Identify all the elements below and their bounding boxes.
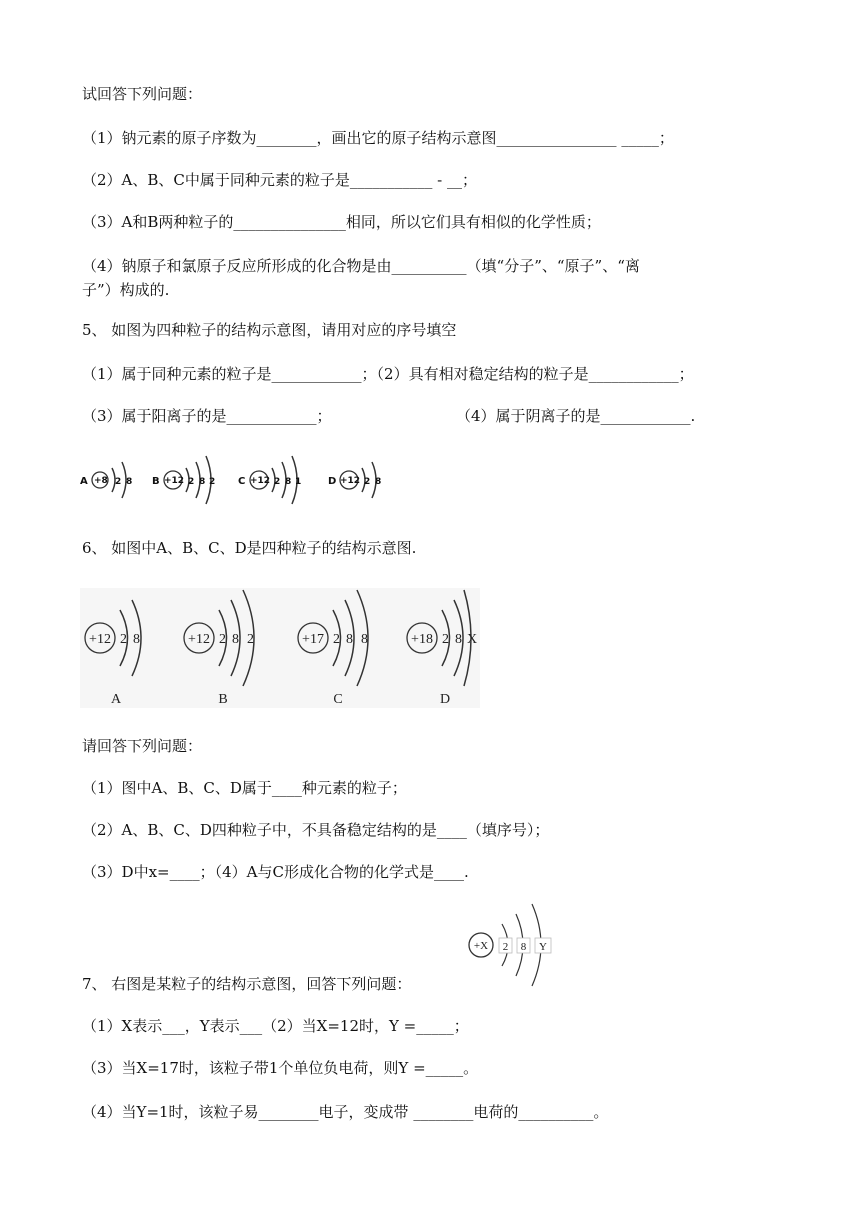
q5-diagram-b-letter: B [152,476,160,487]
q6-diagram-b-letter: B [218,692,228,707]
q6-diagram-c-shell-1: 2 [333,632,340,647]
q4-part3: （3）A和B两种粒子的_______________相同，所以它们具有相似的化学性质； [82,213,601,231]
q6-diagram-b-nucleus: +12 [188,632,210,647]
q5-diagram-d-nucleus: +12 [340,476,361,486]
q5-diagram-d-letter: D [328,476,337,487]
q5-diagram-b-nucleus: +12 [164,476,185,486]
q5-diagram-c-letter: C [238,476,246,487]
q4-part2: （2）A、B、C中属于同种元素的粒子是___________ - __； [82,171,477,189]
q7-diagram-shell-1: 2 [502,941,509,953]
q5-diagram-c-nucleus: +12 [250,476,271,486]
q7-diagram-nucleus: +X [473,940,489,952]
q6-diagram-a [85,600,141,707]
q6-diagram-c-letter: C [333,692,343,707]
q5-diagram-a [80,462,132,498]
q7-diagram-shell-3: Y [539,941,547,953]
q7-title: 7、 右图是某粒子的结构示意图，回答下列问题： [82,975,412,993]
q4-intro: 试回答下列问题： [82,85,203,103]
q6-diagram-c-shell-3: 8 [361,632,368,647]
q6-diagram-d [407,590,477,707]
q5-structure-figure [78,450,398,510]
q6-diagram-b-shell-1: 2 [219,632,226,647]
q6-diagram-a-shell-2: 8 [133,632,140,647]
q6-diagram-a-shell-1: 2 [120,632,127,647]
q6-diagram-a-nucleus: +12 [89,632,111,647]
q5-part3: （3）属于阳离子的是____________； [82,407,332,425]
q5-diagram-b-shell-2: 8 [199,477,206,487]
q6-diagram-c-shell-2: 8 [346,632,353,647]
q6-diagram-d-letter: D [439,692,451,707]
q5-diagram-b-shell-3: 2 [209,477,216,487]
q6-diagram-d-shell-3: X [467,632,478,647]
q6-structure-figure [80,588,480,708]
q5-diagram-b [152,456,215,504]
q6-part1: （1）图中A、B、C、D属于____种元素的粒子； [82,779,407,797]
q6-diagram-b [184,590,254,707]
q6-diagram-b-shell-3: 2 [247,632,254,647]
q6-diagram-d-nucleus: +18 [411,632,433,647]
q6-diagram-d-shell-1: 2 [442,632,449,647]
q6-part2: （2）A、B、C、D四种粒子中，不具备稳定结构的是____（填序号）； [82,821,550,839]
q7-part1-2: （1）X表示___，Y表示___（2）当X=12时，Y =_____； [82,1017,469,1035]
q5-diagram-d-shell-1: 2 [364,477,371,487]
q6-diagram-d-shell-2: 8 [455,632,462,647]
q6-diagram-a-letter: A [110,692,122,707]
q5-diagram-a-letter: A [80,476,88,487]
q5-title: 5、 如图为四种粒子的结构示意图，请用对应的序号填空 [82,321,457,339]
q6-part3-4: （3）D中x=____；（4）A与C形成化合物的化学式是____. [82,863,469,881]
q6-title: 6、 如图中A、B、C、D是四种粒子的结构示意图. [82,539,417,557]
q5-part1-2: （1）属于同种元素的粒子是____________；（2）具有相对稳定结构的粒子是____________； [82,365,694,383]
q5-diagram-d [328,462,381,498]
q5-diagram-c [238,456,301,504]
q7-part3: （3）当X=17时，该粒子带1个单位负电荷，则Y =_____。 [82,1059,479,1077]
q5-diagram-c-shell-1: 2 [274,477,281,487]
q4-part1: （1）钠元素的原子序数为________，画出它的原子结构示意图________________ _____； [82,129,674,147]
q5-diagram-a-shell-1: 2 [115,477,122,487]
q6-diagram-c [298,590,368,707]
q5-diagram-c-shell-3: 1 [295,477,302,487]
q7-part4: （4）当Y=1时，该粒子易________电子，变成带 ________电荷的__________。 [82,1103,609,1121]
q5-diagram-b-shell-1: 2 [188,477,195,487]
q6-diagram-c-nucleus: +17 [302,632,324,647]
q7-structure-figure [462,900,572,990]
q7-diagram-shell-2: 8 [520,941,527,953]
q5-diagram-c-shell-2: 8 [285,477,292,487]
q5-diagram-a-nucleus: +8 [94,476,108,486]
q6-prompt: 请回答下列问题： [82,737,203,755]
q4-part4-line1: （4）钠原子和氯原子反应所形成的化合物是由__________（填“分子”、“原子”、“离 [82,257,640,275]
q5-diagram-a-shell-2: 8 [126,477,133,487]
q4-part4-line2: 子”）构成的. [82,281,170,299]
q6-diagram-b-shell-2: 8 [232,632,239,647]
q5-part4: （4）属于阴离子的是____________. [456,407,696,425]
q5-diagram-d-shell-2: 8 [375,477,382,487]
